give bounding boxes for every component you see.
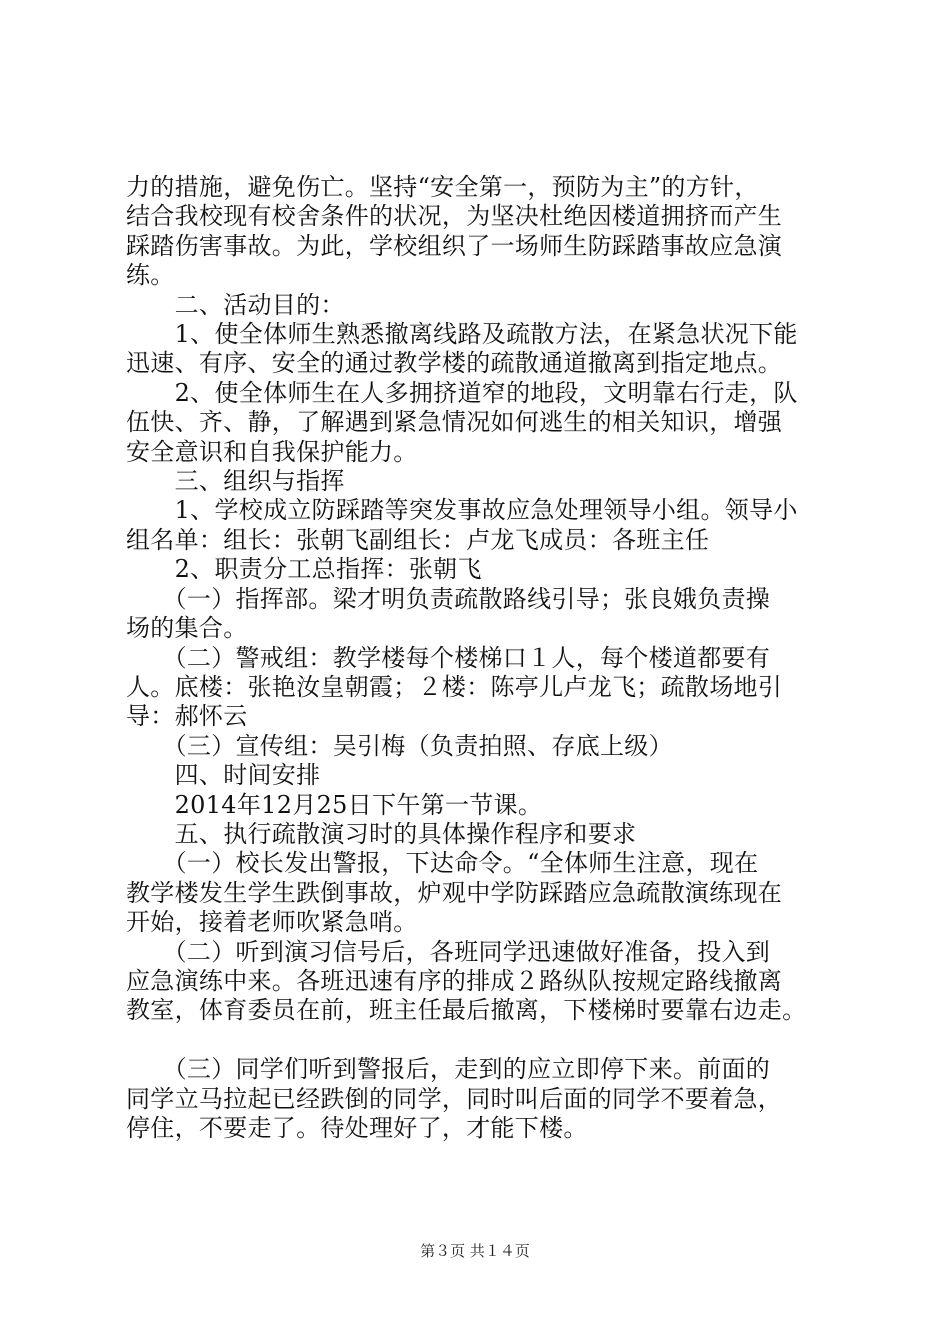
body-line: （一）指挥部。梁才明负责疏散路线引导；张良娥负责操 <box>126 584 771 613</box>
body-line: 练。 <box>126 261 175 290</box>
body-line: 二、活动目的： <box>126 290 345 319</box>
body-line: （三）宣传组：吴引梅（负责拍照、存底上级） <box>126 731 673 760</box>
body-line: 1、使全体师生熟悉撤离线路及疏散方法，在紧急状况下能 <box>126 320 798 349</box>
body-line: 人。底楼：张艳汝皇朝霞；２楼：陈亭儿卢龙飞；疏散场地引 <box>126 672 783 701</box>
body-line: 结合我校现有校舍条件的状况，为坚决杜绝因楼道拥挤而产生 <box>126 202 783 231</box>
body-line: 1、学校成立防踩踏等突发事故应急处理领导小组。领导小 <box>126 496 798 525</box>
body-line: 停住，不要走了。待处理好了，才能下楼。 <box>126 1113 588 1142</box>
body-line: 五、执行疏散演习时的具体操作程序和要求 <box>126 819 637 848</box>
body-line: 2、使全体师生在人多拥挤道窄的地段，文明靠右行走，队 <box>126 378 798 407</box>
body-line: 场的集合。 <box>126 614 248 643</box>
body-line: 伍快、齐、静，了解遇到紧急情况如何逃生的相关知识，增强 <box>126 408 783 437</box>
body-line: 教室，体育委员在前，班主任最后撤离，下楼梯时要靠右边走。 <box>126 996 807 1025</box>
body-line: （二）听到演习信号后，各班同学迅速做好准备，投入到 <box>126 937 771 966</box>
page-footer: 第３页 共１４页 <box>420 1242 530 1260</box>
body-line: 导：郝怀云 <box>126 702 248 731</box>
body-line: 踩踏伤害事故。为此，学校组织了一场师生防踩踏事故应急演 <box>126 231 783 260</box>
body-line: 2、职责分工总指挥：张朝飞 <box>126 555 482 584</box>
body-line: 教学楼发生学生跌倒事故，炉观中学防踩踏应急疏散演练现在 <box>126 878 783 907</box>
body-line: （二）警戒组：教学楼每个楼梯口１人，每个楼道都要有 <box>126 643 771 672</box>
body-line: 四、时间安排 <box>126 761 321 790</box>
body-line: 迅速、有序、安全的通过教学楼的疏散通道撤离到指定地点。 <box>126 349 783 378</box>
body-line: 组名单：组长：张朝飞副组长：卢龙飞成员：各班主任 <box>126 525 710 554</box>
body-line: 三、组织与指挥 <box>126 467 345 496</box>
body-line: 应急演练中来。各班迅速有序的排成２路纵队按规定路线撤离 <box>126 966 783 995</box>
body-line: 同学立马拉起已经跌倒的同学，同时叫后面的同学不要着急， <box>126 1084 783 1113</box>
body-line: （三）同学们听到警报后，走到的应立即停下来。前面的 <box>126 1055 771 1084</box>
body-line: 安全意识和自我保护能力。 <box>126 437 418 466</box>
body-line: 力的措施，避免伤亡。坚持“安全第一，预防为主”的方针， <box>126 173 759 201</box>
document-body <box>126 173 838 1143</box>
body-line: 开始，接着老师吹紧急哨。 <box>126 908 418 937</box>
blank-line <box>126 1026 838 1055</box>
body-line: 2014年12月25日下午第一节课。 <box>126 790 543 819</box>
body-line: （一）校长发出警报，下达命令。“全体师生注意，现在 <box>126 849 759 878</box>
